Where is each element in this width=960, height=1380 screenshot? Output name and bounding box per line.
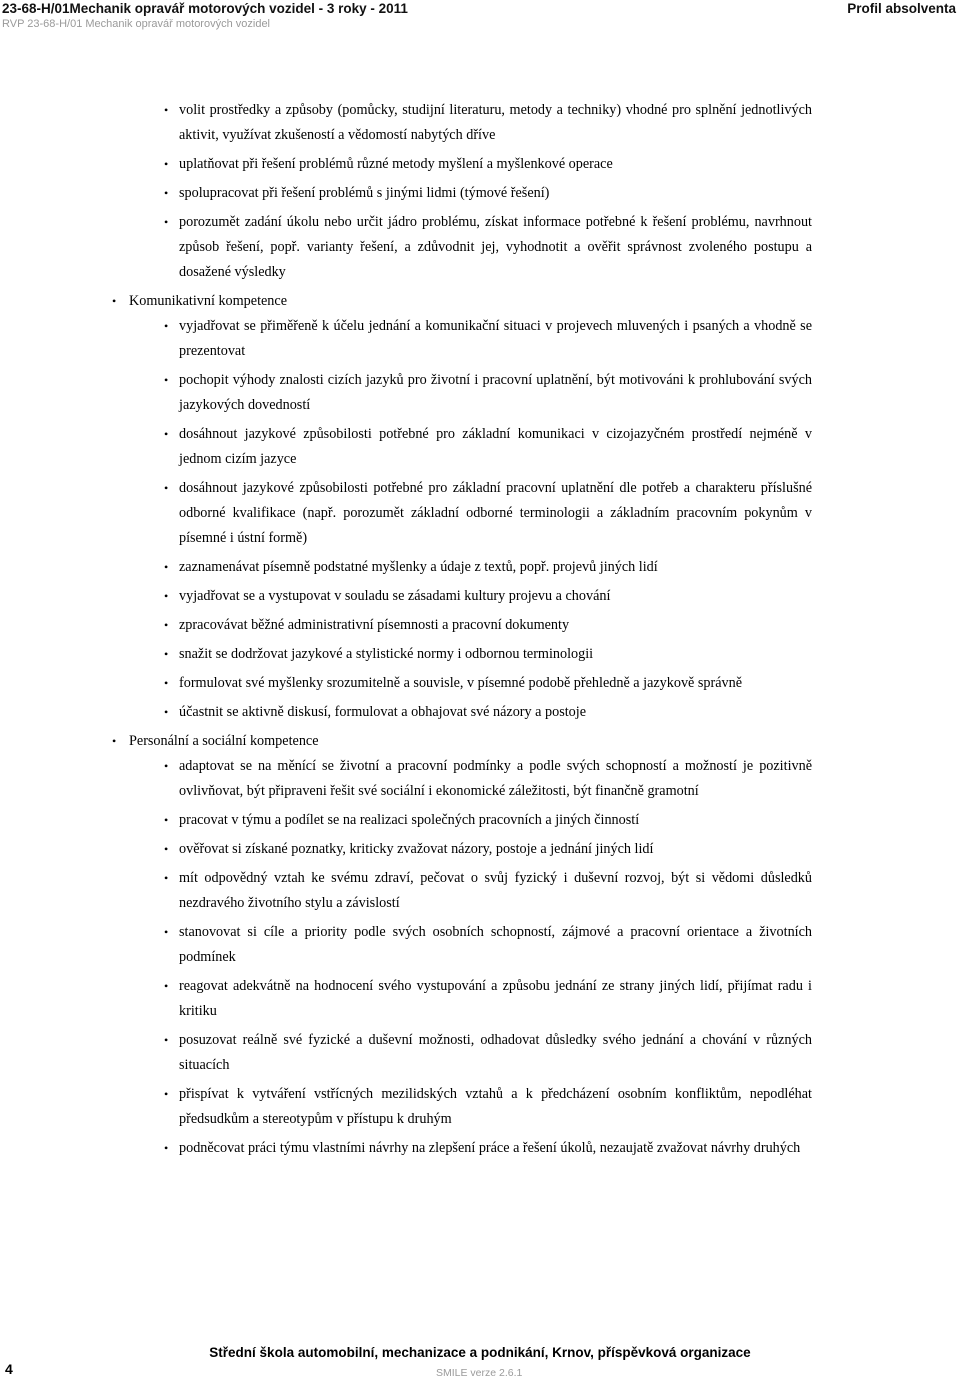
bullet-icon: • <box>112 294 117 308</box>
item-text: uplatňovat při řešení problémů různé metody myšlení a myšlenkové operace <box>179 156 613 172</box>
list-item <box>112 613 812 638</box>
bullet-icon: • <box>164 560 169 574</box>
bullet-icon: • <box>164 1033 169 1047</box>
list-item <box>112 1028 812 1078</box>
software-version: SMILE verze 2.6.1 <box>436 1367 523 1379</box>
bullet-icon: • <box>164 647 169 661</box>
list-item <box>112 1136 812 1161</box>
communication-item-list <box>112 314 812 725</box>
item-text: pracovat v týmu a podílet se na realizaci společných pracovních a jiných činností <box>179 812 640 828</box>
item-text: formulovat své myšlenky srozumitelně a souvisle, v písemné podobě přehledně a jazykově správně <box>179 675 743 691</box>
category-title: Komunikativní kompetence <box>129 293 287 309</box>
item-text: snažit se dodržovat jazykové a stylistické normy i odbornou terminologii <box>179 646 594 662</box>
item-text: reagovat adekvátně na hodnocení svého vystupování a způsobu jednání ze strany jiných lidí, přijímat radu i kritiku <box>179 978 812 1019</box>
list-item <box>112 555 812 580</box>
bullet-icon: • <box>164 1141 169 1155</box>
bullet-icon: • <box>164 871 169 885</box>
top-item-list <box>112 98 812 285</box>
bullet-icon: • <box>164 813 169 827</box>
document-subtitle: RVP 23-68-H/01 Mechanik opravář motorových vozidel <box>2 18 271 30</box>
bullet-icon: • <box>164 186 169 200</box>
item-text: podněcovat práci týmu vlastními návrhy na zlepšení práce a řešení úkolů, nezaujatě zvažovat návrhy druhých <box>179 1140 801 1156</box>
list-item <box>112 181 812 206</box>
list-item <box>112 920 812 970</box>
page-header <box>2 0 408 31</box>
bullet-icon: • <box>164 705 169 719</box>
bullet-icon: • <box>164 618 169 632</box>
list-item <box>112 476 812 551</box>
document-title: 23-68-H/01Mechanik opravář motorových vozidel - 3 roky - 2011 <box>2 1 408 16</box>
item-text: zaznamenávat písemně podstatné myšlenky a údaje z textů, popř. projevů jiných lidí <box>179 559 658 575</box>
bullet-icon: • <box>164 1087 169 1101</box>
item-text: dosáhnout jazykové způsobilosti potřebné pro základní pracovní uplatnění dle potřeb a charakteru příslušné odborné kvalifikace (např. porozumět základní odborné terminologii a základním pracovním pokynům v písemné i ústní formě) <box>179 480 812 546</box>
list-item <box>112 314 812 364</box>
category-title: Personální a sociální kompetence <box>129 733 319 749</box>
item-text: mít odpovědný vztah ke svému zdraví, pečovat o svůj fyzický i duševní rozvoj, být si vědomi důsledků nezdravého životního stylu a závislostí <box>179 870 812 911</box>
bullet-icon: • <box>164 925 169 939</box>
list-item <box>112 866 812 916</box>
list-item <box>112 671 812 696</box>
item-text: porozumět zadání úkolu nebo určit jádro problému, získat informace potřebné k řešení problému, navrhnout způsob řešení, popř. varianty řešení, a zdůvodnit jej, vyhodnotit a ověřit správnost zvoleného postupu a dosažené výsledky <box>179 214 812 280</box>
category-communication <box>112 289 812 314</box>
bullet-icon: • <box>164 589 169 603</box>
item-text: posuzovat reálně své fyzické a duševní možnosti, odhadovat důsledky svého jednání a chování v různých situacích <box>179 1032 812 1073</box>
item-text: zpracovávat běžné administrativní písemnosti a pracovní dokumenty <box>179 617 570 633</box>
personal-social-item-list <box>112 754 812 1161</box>
section-title: Profil absolventa <box>847 1 956 16</box>
list-item <box>112 368 812 418</box>
item-text: přispívat k vytváření vstřícných mezilidských vztahů a k předcházení osobním konfliktům, nepodléhat předsudkům a stereotypům v přístupu k druhým <box>179 1086 812 1127</box>
bullet-icon: • <box>164 759 169 773</box>
list-item <box>112 422 812 472</box>
bullet-icon: • <box>164 215 169 229</box>
bullet-icon: • <box>164 319 169 333</box>
bullet-icon: • <box>164 676 169 690</box>
bullet-icon: • <box>164 103 169 117</box>
list-item <box>112 837 812 862</box>
bullet-icon: • <box>164 842 169 856</box>
item-text: vyjadřovat se přiměřeně k účelu jednání a komunikační situaci v projevech mluvených i psaných a vhodně se prezentovat <box>179 318 812 359</box>
item-text: ověřovat si získané poznatky, kriticky zvažovat názory, postoje a jednání jiných lidí <box>179 841 654 857</box>
bullet-icon: • <box>164 427 169 441</box>
item-text: adaptovat se na měnící se životní a pracovní podmínky a podle svých schopností a možností je pozitivně ovlivňovat, být připraveni řešit své sociální i ekonomické záležitosti, být finančně gramotní <box>179 758 812 799</box>
page-number: 4 <box>5 1361 13 1377</box>
list-item <box>112 98 812 148</box>
item-text: dosáhnout jazykové způsobilosti potřebné pro základní komunikaci v cizojazyčném prostředí nejméně v jednom cizím jazyce <box>179 426 812 467</box>
item-text: stanovovat si cíle a priority podle svých osobních schopností, zájmové a pracovní orientace a životních podmínek <box>179 924 812 965</box>
bullet-icon: • <box>164 373 169 387</box>
bullet-icon: • <box>164 979 169 993</box>
item-text: volit prostředky a způsoby (pomůcky, studijní literaturu, metody a techniky) vhodné pro splnění jednotlivých aktivit, využívat zkušeností a vědomostí nabytých dříve <box>179 102 812 143</box>
footer-school-name: Střední škola automobilní, mechanizace a podnikání, Krnov, příspěvková organizace <box>209 1345 751 1360</box>
list-item <box>112 1082 812 1132</box>
list-item <box>112 808 812 833</box>
item-text: spolupracovat při řešení problémů s jinými lidmi (týmové řešení) <box>179 185 550 201</box>
list-item <box>112 974 812 1024</box>
list-item <box>112 584 812 609</box>
list-item <box>112 152 812 177</box>
bullet-icon: • <box>164 157 169 171</box>
bullet-icon: • <box>112 734 117 748</box>
list-item <box>112 642 812 667</box>
item-text: účastnit se aktivně diskusí, formulovat a obhajovat své názory a postoje <box>179 704 587 720</box>
competence-content <box>112 98 812 1165</box>
item-text: vyjadřovat se a vystupovat v souladu se zásadami kultury projevu a chování <box>179 588 611 604</box>
category-personal-social <box>112 729 812 754</box>
bullet-icon: • <box>164 481 169 495</box>
list-item <box>112 754 812 804</box>
list-item <box>112 700 812 725</box>
item-text: pochopit výhody znalosti cizích jazyků pro životní i pracovní uplatnění, být motivováni k prohlubování svých jazykových dovedností <box>179 372 812 413</box>
list-item <box>112 210 812 285</box>
